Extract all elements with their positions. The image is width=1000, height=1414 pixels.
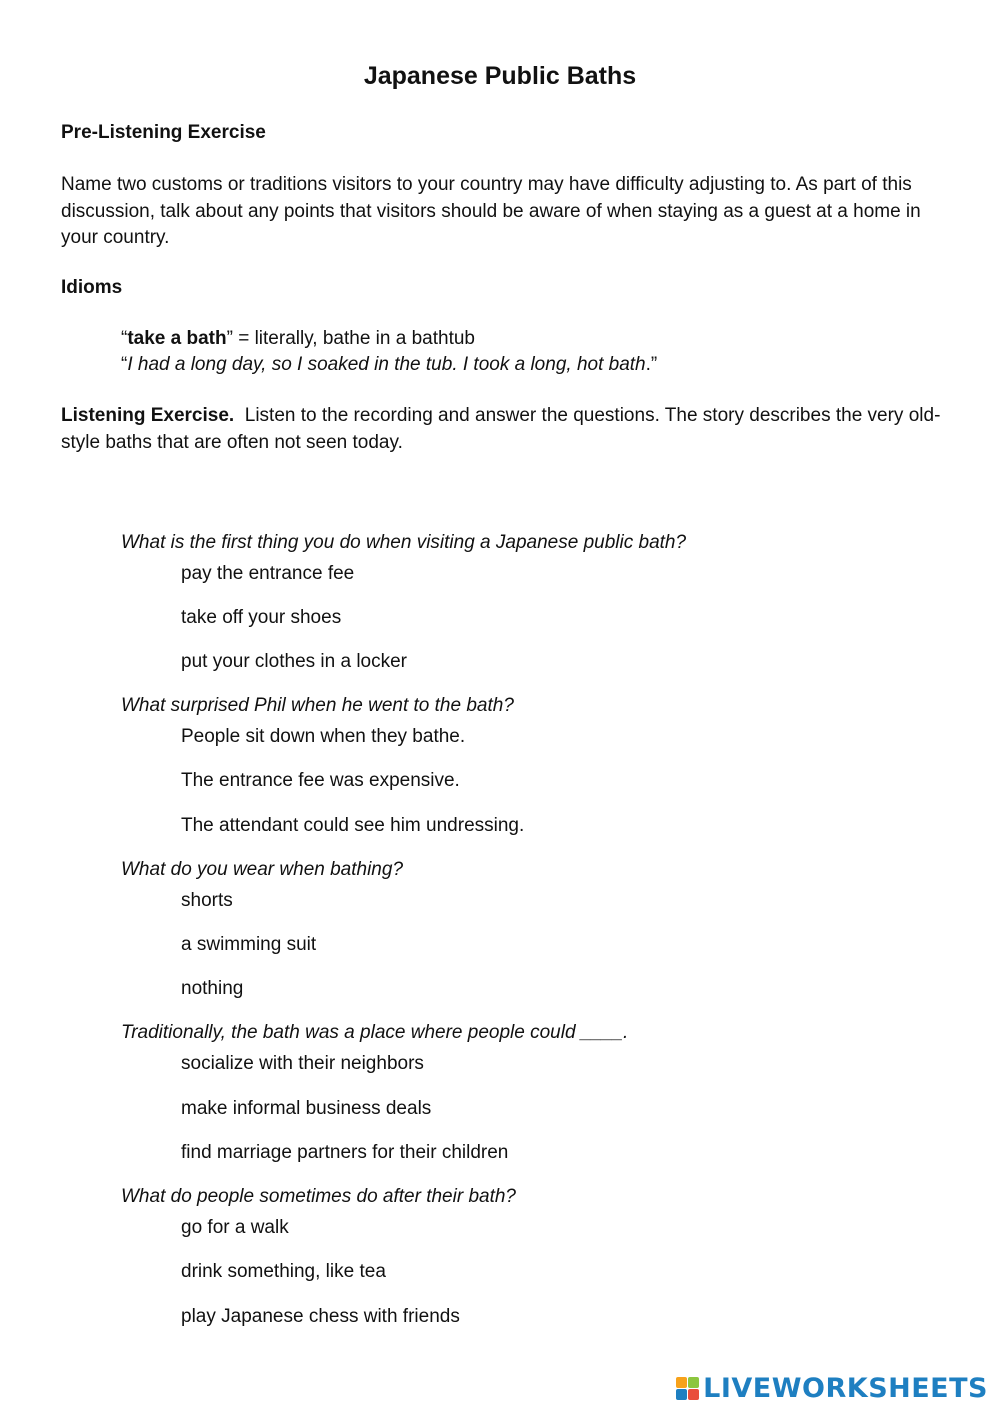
question-5-option-1[interactable]: go for a walk [181, 1217, 289, 1238]
liveworksheets-logo-text: LIVEWORKSHEETS [703, 1373, 988, 1404]
idiom-term: take a bath [127, 328, 227, 349]
question-2-option-2[interactable]: The entrance fee was expensive. [181, 770, 460, 791]
idiom-example-open-quote: “ [121, 354, 128, 375]
idiom-definition-line [121, 326, 475, 352]
logo-square-2 [688, 1377, 699, 1388]
question-5-option-3[interactable]: play Japanese chess with friends [181, 1306, 460, 1327]
pre-listening-text: Name two customs or traditions visitors to your country may have difficulty adjusting to. As part of this discussion, talk about any points that visitors should be aware of when staying as a guest at a home in your country. [61, 174, 921, 248]
liveworksheets-logo[interactable] [676, 1373, 988, 1404]
question-4-option-1[interactable]: socialize with their neighbors [181, 1053, 424, 1074]
question-3-option-1[interactable]: shorts [181, 890, 233, 911]
question-4: Traditionally, the bath was a place where people could ____. [121, 1022, 629, 1043]
question-2-option-3[interactable]: The attendant could see him undressing. [181, 815, 525, 836]
logo-square-1 [676, 1377, 687, 1388]
logo-square-3 [676, 1389, 687, 1400]
page-title: Japanese Public Baths [363, 62, 637, 90]
question-5: What do people sometimes do after their bath? [121, 1186, 517, 1207]
question-1-option-2[interactable]: take off your shoes [181, 607, 342, 628]
question-3: What do you wear when bathing? [121, 859, 404, 880]
question-2-option-1[interactable]: People sit down when they bathe. [181, 726, 466, 747]
question-2: What surprised Phil when he went to the bath? [121, 695, 514, 716]
listening-section [61, 403, 951, 456]
listening-heading: Listening Exercise. [61, 405, 235, 426]
idiom-definition: ” = literally, bathe in a bathtub [226, 328, 475, 349]
idiom-example-close-quote: .” [645, 354, 658, 375]
idioms-heading: Idioms [61, 277, 123, 298]
liveworksheets-logo-icon [676, 1377, 699, 1400]
question-3-option-3[interactable]: nothing [181, 978, 244, 999]
question-1-option-3[interactable]: put your clothes in a locker [181, 651, 408, 672]
logo-square-4 [688, 1389, 699, 1400]
pre-listening-heading: Pre-Listening Exercise [61, 122, 266, 143]
question-4-option-2[interactable]: make informal business deals [181, 1098, 432, 1119]
question-1-option-1[interactable]: pay the entrance fee [181, 563, 355, 584]
question-3-option-2[interactable]: a swimming suit [181, 934, 317, 955]
listening-text: Listen to the recording and answer the questions. The story describes the very old-style baths that are often not seen today. [61, 405, 941, 453]
idiom-example: I had a long day, so I soaked in the tub. I took a long, hot bath [127, 354, 646, 375]
idiom-open-quote: “ [121, 328, 128, 349]
question-1: What is the first thing you do when visiting a Japanese public bath? [121, 532, 687, 553]
question-5-option-2[interactable]: drink something, like tea [181, 1261, 386, 1282]
idiom-example-line [121, 352, 657, 378]
question-4-option-3[interactable]: find marriage partners for their children [181, 1142, 509, 1163]
